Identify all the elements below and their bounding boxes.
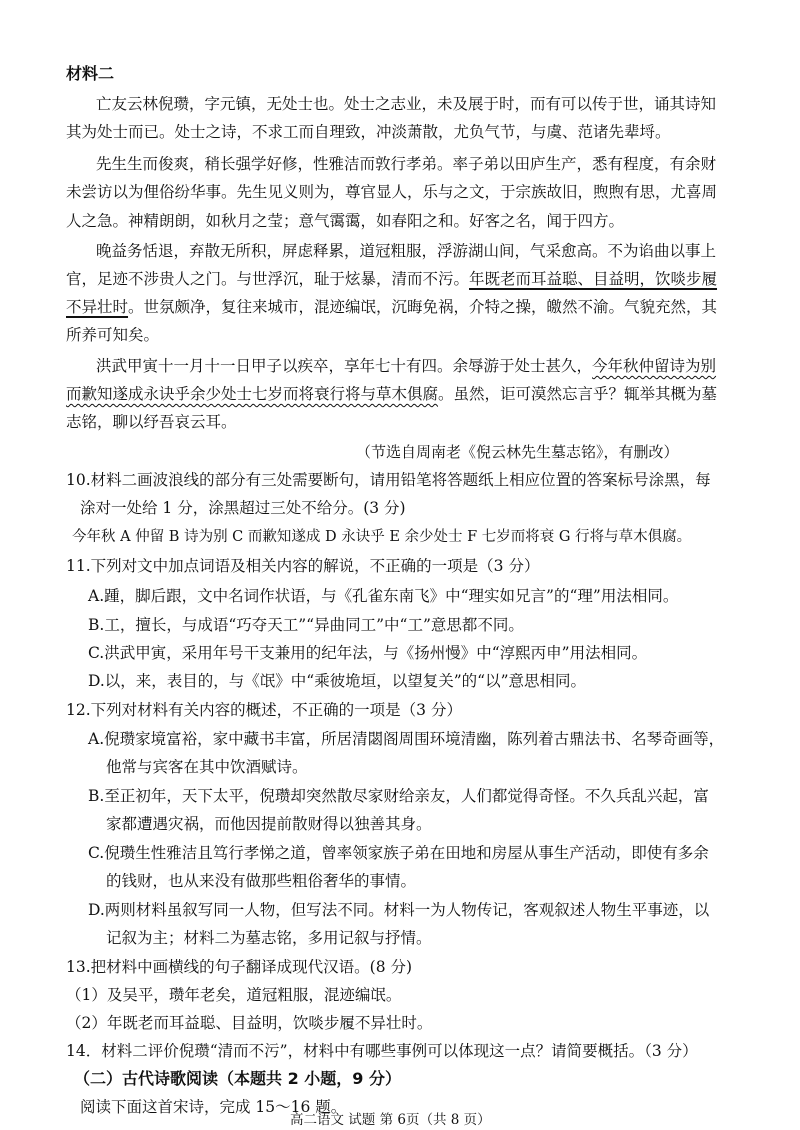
question-13-stem: 13.把材料中画横线的句子翻译成现代汉语。(8 分) <box>66 958 413 976</box>
passage-line <box>66 384 717 404</box>
question-12-option-b-cont: 家都遭遇灾祸，而他因提前散财得以独善其身。 <box>106 815 432 833</box>
passage-line: 所养可知矣。 <box>66 326 160 344</box>
passage-line: 亡友云林倪瓒，字元镇，无处士也。处士之志业，未及展于时，而有可以传于世，诵其诗知 <box>96 95 717 113</box>
question-10-stem: 10.材料二画波浪线的部分有三处需要断句，请用铅笔将答题纸上相应位置的答案标号涂黑，每 <box>66 471 711 489</box>
poetry-section-heading: （二）古代诗歌阅读（本题共 2 小题，9 分） <box>74 1069 401 1088</box>
question-13-item-2: （2）年既老而耳益聪、目益明，饮啖步履不异壮时。 <box>66 1014 433 1032</box>
passage-line <box>66 297 717 317</box>
wavy-underlined-text: 今年秋仲留诗为别 <box>592 357 717 375</box>
passage-line: 其为处士而已。处士之诗，不求工而自理致，冲淡萧散，尤负气节，与虞、范诸先辈埒。 <box>66 123 671 141</box>
section-title: 材料二 <box>66 64 115 83</box>
question-11-stem: 11.下列对文中加点词语及相关内容的解说，不正确的一项是（3 分） <box>66 557 540 575</box>
passage-line: 未尝访以为俚俗纷华事。先生见义则为，尊官显人，乐与之文，于宗族故旧，煦煦有思，尤喜周 <box>66 183 718 201</box>
passage-line: 先生生而俊爽，稍长强学好修，性雅洁而敦行孝弟。率子弟以田庐生产，悉有程度，有余财 <box>96 155 717 173</box>
passage-line: 志铭，聊以纾吾哀云耳。 <box>66 413 237 431</box>
question-10-options: 今年秋 A 仲留 B 诗为别 C 而歉知遂成 D 永诀乎 E 余少处士 F 七岁而将衰 G 行将与草木俱腐。 <box>72 529 692 545</box>
question-12-option-c-cont: 的钱财，也从来没有做那些粗俗奢华的事情。 <box>106 872 417 890</box>
passage-text: 。世氛颇净，复往来城市，混迹编氓，沉晦免祸，介特之操，皦然不渝。气貌充然，其 <box>128 298 718 316</box>
question-12-option-b: B.至正初年，天下太平，倪瓒却突然散尽家财给亲友，人们都觉得奇怪。不久兵乱兴起，富 <box>88 787 709 805</box>
question-12-option-d-cont: 记叙为主；材料二为墓志铭，多用记叙与抒情。 <box>106 929 432 947</box>
passage-text: 洪武甲寅十一月十一日甲子以疾卒，享年七十有四。余辱游于处士甚久， <box>96 357 593 375</box>
underlined-sentence: 不异壮时 <box>66 298 129 316</box>
passage-line: 人之急。神精朗朗，如秋月之莹；意气霭霭，如春阳之和。好客之名，闻于四方。 <box>66 212 625 230</box>
passage-line <box>96 356 716 376</box>
question-10-stem-cont: 涂对一处给 1 分，涂黑超过三处不给分。(3 分) <box>80 499 406 517</box>
source-note: （节选自周南老《倪云林先生墓志铭》，有删改） <box>356 443 679 461</box>
question-12-option-c: C.倪瓒生性雅洁且笃行孝悌之道，曾率领家族子弟在田地和房屋从事生产活动，即使有多余 <box>88 844 709 862</box>
passage-text: 官，足迹不涉贵人之门。与世浮沉，耻于炫暴，清而不污。 <box>66 270 470 288</box>
question-11-option-a: A.踵，脚后跟，文中名词作状语，与《孔雀东南飞》中“理实如兄言”的“理”用法相同。 <box>88 587 679 605</box>
passage-text: 。虽然，讵可漠然忘言乎？辄举其概为墓 <box>438 385 718 403</box>
underlined-sentence: 年既老而耳益聪、目益明，饮啖步履 <box>469 270 718 288</box>
question-12-stem: 12.下列对材料有关内容的概述，不正确的一项是（3 分） <box>66 701 462 719</box>
question-11-option-b: B.工，擅长，与成语“巧夺天工”“异曲同工”中“工”意思都不同。 <box>88 616 524 634</box>
question-12-option-a: A.倪瓒家境富裕，家中藏书丰富，所居清閟阁周围环境清幽，陈列着古鼎法书、名琴奇画等， <box>88 730 725 748</box>
question-14: 14．材料二评价倪瓒“清而不污”，材料中有哪些事例可以体现这一点？请简要概括。（3 分） <box>66 1042 698 1060</box>
poetry-instruction: 阅读下面这首宋诗，完成 15～16 题。 <box>80 1098 347 1116</box>
wavy-underlined-text: 而歉知遂成永诀乎余少处士七岁而将衰行将与草木俱腐 <box>66 385 439 403</box>
passage-line: 晚益务恬退，弃散无所积，屏虑释累，道冠粗服，浮游湖山间，气采愈高。不为谄曲以事上 <box>96 242 717 260</box>
page-footer: 高二语文 试题 第 6页（共 8 页） <box>290 1112 491 1128</box>
passage-line <box>66 269 717 289</box>
question-12-option-a-cont: 他常与宾客在其中饮酒赋诗。 <box>106 758 308 776</box>
question-13-item-1: （1）及吴平，瓒年老矣，道冠粗服，混迹编氓。 <box>66 986 402 1004</box>
question-11-option-c: C.洪武甲寅，采用年号干支兼用的纪年法，与《扬州慢》中“淳熙丙申”用法相同。 <box>88 644 648 662</box>
question-11-option-d: D.以，来，表目的，与《氓》中“乘彼垝垣，以望复关”的“以”意思相同。 <box>88 672 587 690</box>
question-12-option-d: D.两则材料虽叙写同一人物，但写法不同。材料一为人物传记，客观叙述人物生平事迹，以 <box>88 901 710 919</box>
